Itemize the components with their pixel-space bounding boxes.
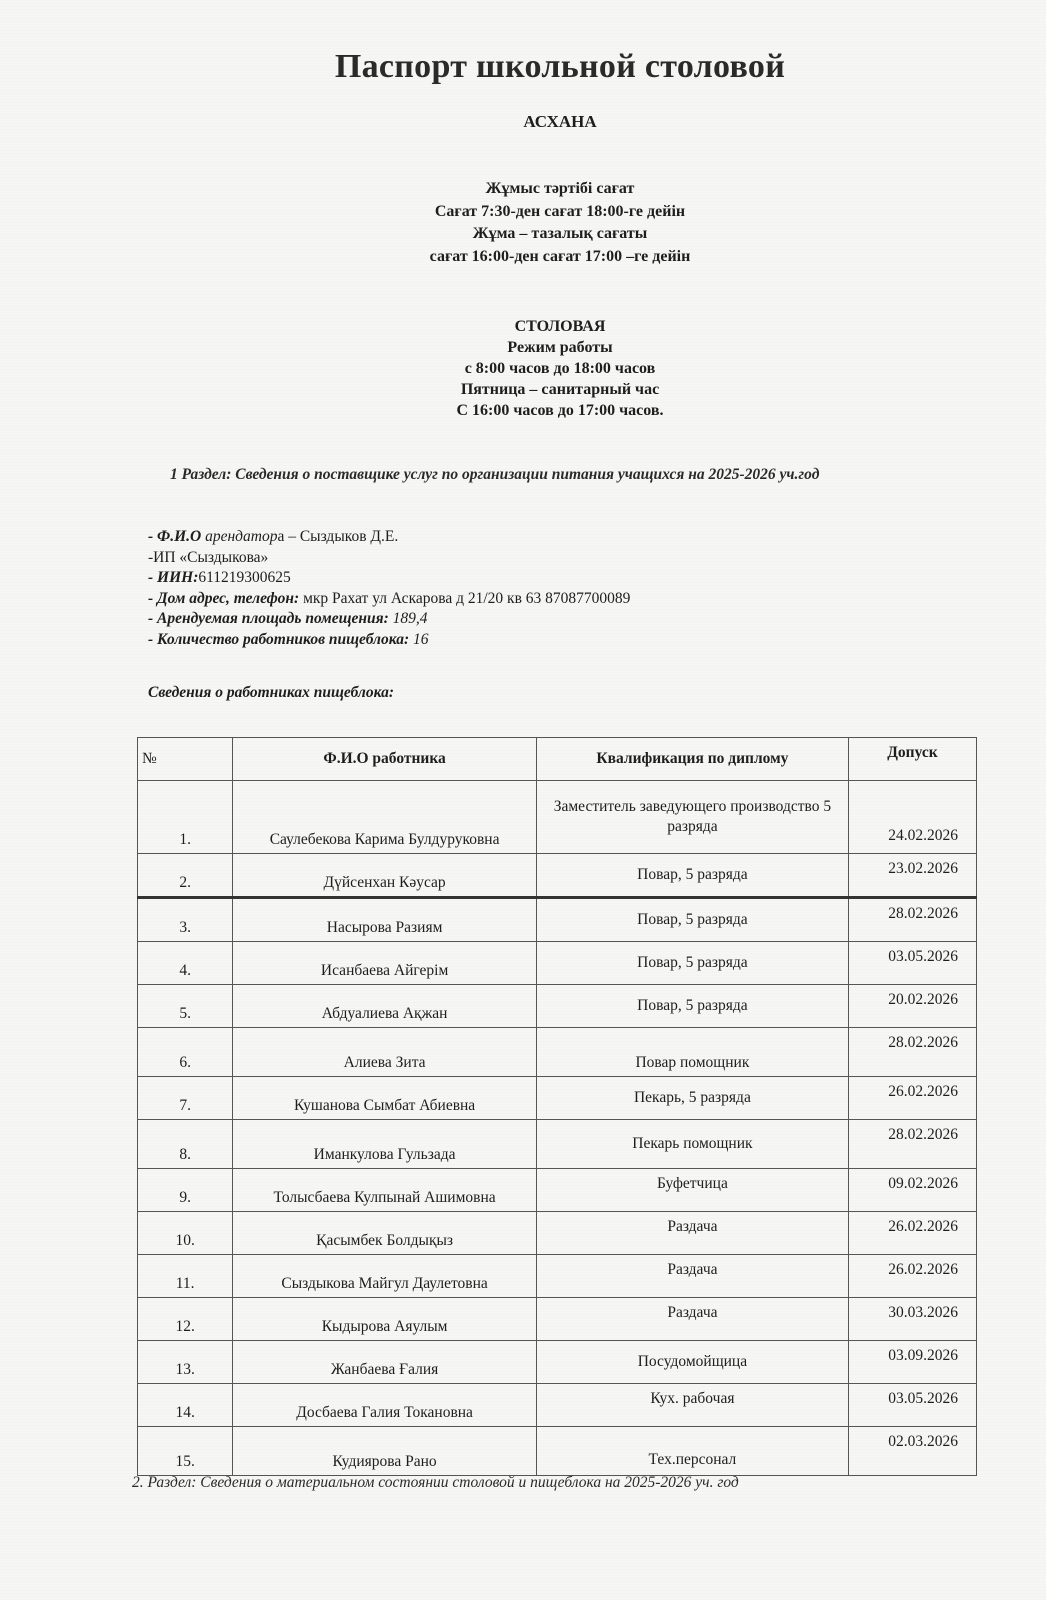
tenant-value: а – Сыздыков Д.Е.: [277, 528, 399, 545]
table-row: [138, 1341, 977, 1384]
workers-label: - Количество работников пищеблока:: [148, 630, 410, 648]
table-row: [138, 1427, 977, 1476]
table-row: [138, 854, 977, 898]
ru-schedule-heading: СТОЛОВАЯ: [514, 318, 606, 335]
supplier-info: [148, 527, 630, 650]
kz-schedule-line: Жұмыс тәртібі сағат: [485, 180, 635, 197]
ru-schedule-line: С 16:00 часов до 17:00 часов.: [456, 402, 664, 419]
page-subtitle: АСХАНА: [523, 112, 597, 131]
row-num: 12.: [138, 1298, 233, 1341]
table-row: [138, 1255, 977, 1298]
address-label: - Дом адрес, телефон:: [148, 589, 300, 607]
row-name: Сыздыкова Майгул Даулетовна: [233, 1255, 537, 1298]
table-row: [138, 781, 977, 854]
row-name: Досбаева Галия Токановна: [233, 1384, 537, 1427]
row-date: 26.02.2026: [848, 1212, 976, 1255]
area-value: 189,4: [388, 610, 428, 627]
row-name: Кудиярова Рано: [233, 1427, 537, 1476]
address-value: мкр Рахат ул Аскарова д 21/20 кв 63 87087700089: [299, 589, 631, 607]
area-label: - Арендуемая площадь помещения:: [148, 610, 389, 627]
row-name: Кушанова Сымбат Абиевна: [233, 1077, 537, 1120]
row-name: Толысбаева Кулпынай Ашимовна: [233, 1169, 537, 1212]
row-name: Қасымбек Болдықыз: [233, 1212, 537, 1255]
workers-value: 16: [409, 630, 429, 648]
ru-schedule: [0, 316, 1046, 421]
row-num: 9.: [138, 1169, 233, 1212]
row-qualification: Пекарь помощник: [536, 1120, 848, 1169]
row-qualification: Раздача: [536, 1298, 848, 1341]
workers-line: [148, 630, 630, 651]
row-num: 2.: [138, 854, 233, 898]
row-date: 23.02.2026: [848, 854, 976, 898]
tenant-line: [148, 527, 630, 548]
row-qualification: Заместитель заведующего производство 5 разряда: [536, 781, 848, 854]
kz-schedule-line: сағат 16:00-ден сағат 17:00 –ге дейін: [429, 247, 691, 265]
row-date: 30.03.2026: [848, 1298, 976, 1341]
row-qualification: Раздача: [536, 1255, 848, 1298]
row-date: 28.02.2026: [848, 898, 976, 942]
header-num: №: [138, 738, 233, 781]
row-date: 03.05.2026: [848, 942, 976, 985]
row-date: 03.09.2026: [848, 1341, 976, 1384]
row-qualification: Повар помощник: [536, 1028, 848, 1077]
row-date: 09.02.2026: [848, 1169, 976, 1212]
iin-label: - ИИН:: [148, 569, 199, 586]
row-name: Исанбаева Айгерім: [233, 942, 537, 985]
staff-table: [137, 737, 977, 1476]
row-qualification: Посудомойщица: [536, 1341, 848, 1384]
row-qualification: Тех.персонал: [536, 1427, 848, 1476]
row-date: 26.02.2026: [848, 1077, 976, 1120]
row-qualification: Повар, 5 разряда: [536, 985, 848, 1028]
kz-schedule-line: Сағат 7:30-ден сағат 18:00-ге дейін: [434, 202, 686, 220]
kz-schedule: [0, 178, 1046, 268]
row-qualification: Раздача: [536, 1212, 848, 1255]
table-row: [138, 942, 977, 985]
row-num: 1.: [138, 781, 233, 854]
table-row: [138, 1077, 977, 1120]
table-row: [138, 1169, 977, 1212]
ru-schedule-line: Пятница – санитарный час: [460, 381, 660, 398]
row-qualification: Кух. рабочая: [536, 1384, 848, 1427]
table-row: [138, 1384, 977, 1427]
row-name: Насырова Разиям: [233, 898, 537, 942]
row-num: 14.: [138, 1384, 233, 1427]
section-1-title: 1 Раздел: Сведения о поставщике услуг по организации питания учащихся на 2025-2026 уч.год: [170, 466, 820, 483]
ru-schedule-line: Режим работы: [507, 339, 613, 356]
row-num: 10.: [138, 1212, 233, 1255]
table-row: [138, 898, 977, 942]
iin-value: 611219300625: [198, 569, 291, 586]
staff-heading: Сведения о работниках пищеблока:: [148, 684, 395, 701]
row-qualification: Повар, 5 разряда: [536, 854, 848, 898]
row-qualification: Пекарь, 5 разряда: [536, 1077, 848, 1120]
tenant-label-2: арендатор: [201, 528, 278, 545]
kz-schedule-line: Жұма – тазалық сағаты: [472, 225, 648, 242]
row-date: 28.02.2026: [848, 1120, 976, 1169]
row-name: Алиева Зита: [233, 1028, 537, 1077]
row-name: Саулебекова Карима Булдуруковна: [233, 781, 537, 854]
address-line: [148, 589, 630, 610]
row-num: 15.: [138, 1427, 233, 1476]
row-qualification: Повар, 5 разряда: [536, 898, 848, 942]
area-line: [148, 609, 630, 630]
header-qualification: Квалификация по диплому: [536, 738, 848, 781]
page-title: Паспорт школьной столовой: [334, 48, 786, 85]
row-date: 03.05.2026: [848, 1384, 976, 1427]
row-num: 3.: [138, 898, 233, 942]
row-num: 11.: [138, 1255, 233, 1298]
iin-line: [148, 568, 630, 589]
table-row: [138, 1028, 977, 1077]
row-name: Жанбаева Ғалия: [233, 1341, 537, 1384]
row-date: 24.02.2026: [848, 781, 976, 854]
row-name: Абдуалиева Ақжан: [233, 985, 537, 1028]
row-qualification: Повар, 5 разряда: [536, 942, 848, 985]
ru-schedule-line: с 8:00 часов до 18:00 часов: [464, 360, 656, 377]
table-row: [138, 1212, 977, 1255]
row-date: 02.03.2026: [848, 1427, 976, 1476]
row-num: 13.: [138, 1341, 233, 1384]
row-name: Дүйсенхан Кәусар: [233, 854, 537, 898]
row-name: Кыдырова Аяулым: [233, 1298, 537, 1341]
tenant-label: - Ф.И.О: [148, 528, 202, 545]
row-num: 8.: [138, 1120, 233, 1169]
row-num: 4.: [138, 942, 233, 985]
row-qualification: Буфетчица: [536, 1169, 848, 1212]
row-num: 7.: [138, 1077, 233, 1120]
table-row: [138, 1120, 977, 1169]
table-header-row: [138, 738, 977, 781]
row-date: 20.02.2026: [848, 985, 976, 1028]
table-row: [138, 1298, 977, 1341]
header-admission: Допуск: [848, 738, 976, 781]
header-name: Ф.И.О работника: [233, 738, 537, 781]
row-name: Иманкулова Гульзада: [233, 1120, 537, 1169]
row-date: 28.02.2026: [848, 1028, 976, 1077]
row-date: 26.02.2026: [848, 1255, 976, 1298]
table-row: [138, 985, 977, 1028]
row-num: 6.: [138, 1028, 233, 1077]
row-num: 5.: [138, 985, 233, 1028]
ip-line: -ИП «Сыздыкова»: [148, 548, 269, 566]
section-2-title: 2. Раздел: Сведения о материальном состоянии столовой и пищеблока на 2025-2026 уч. год: [132, 1474, 739, 1491]
